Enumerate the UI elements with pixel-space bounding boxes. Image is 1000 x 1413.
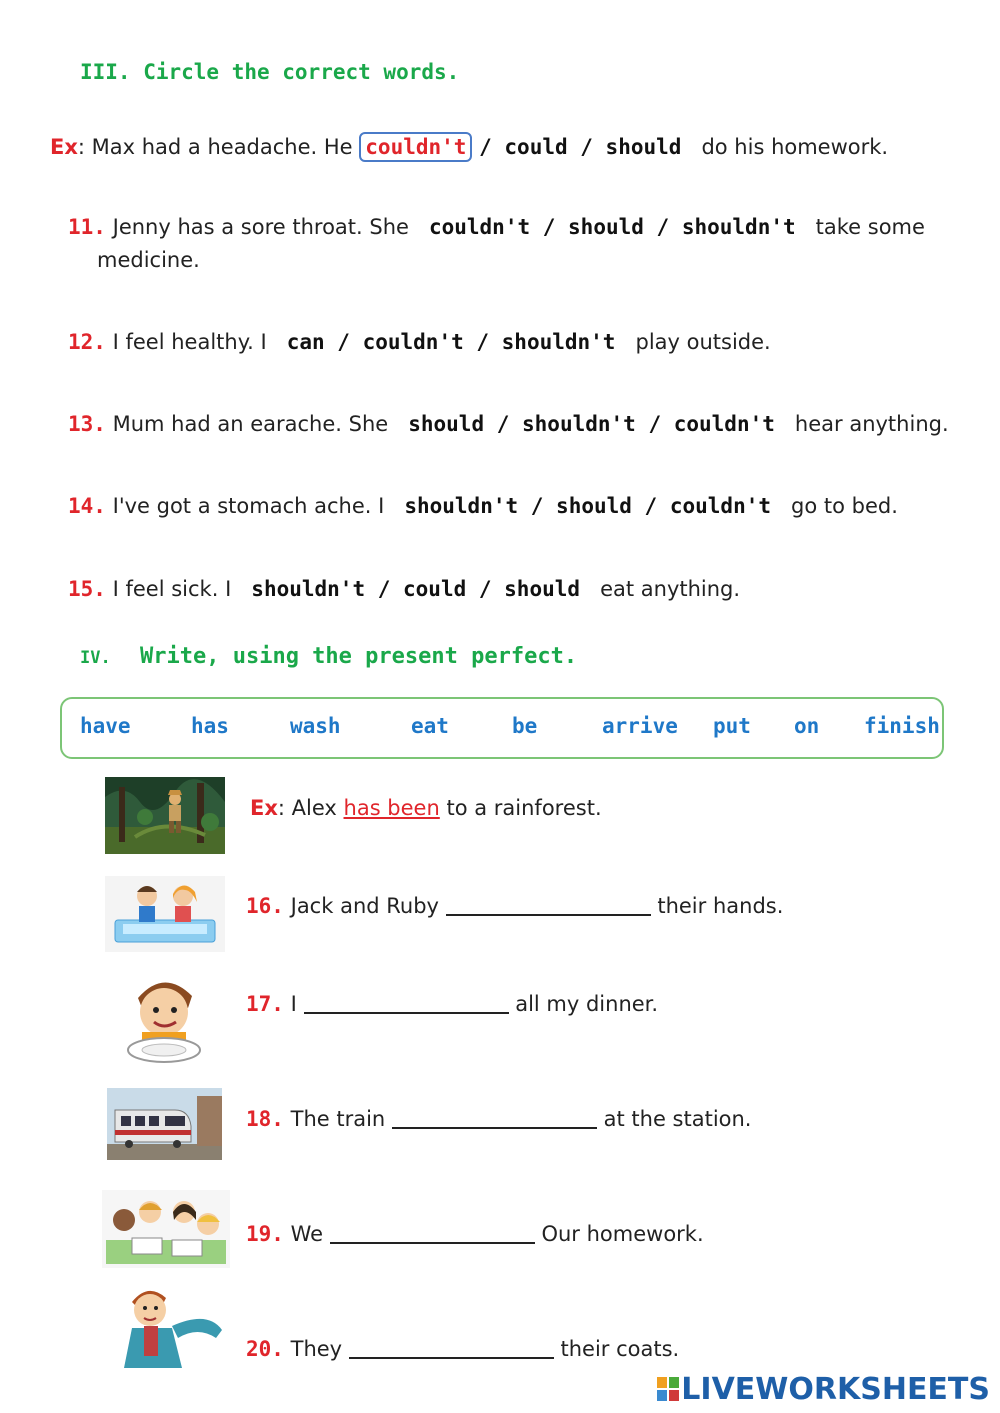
question-text-after: hear anything. [794, 412, 949, 436]
question-number: 18. [246, 1107, 284, 1131]
question-17 [246, 992, 658, 1016]
section-4-roman: IV. [80, 648, 111, 668]
question-16 [246, 894, 783, 918]
answer-options[interactable]: couldn't / should / shouldn't [428, 215, 796, 239]
example-label: Ex [250, 796, 278, 820]
question-number: 14. [68, 494, 106, 518]
example-label: Ex [50, 135, 78, 159]
question-text: I've got a stomach ache. I [112, 494, 385, 518]
liveworksheets-logo[interactable] [657, 1372, 990, 1407]
question-text-after: Our homework. [541, 1222, 704, 1246]
example-before: : Alex [277, 796, 337, 820]
word-bank-item: put [713, 714, 751, 738]
question-text: We [290, 1222, 324, 1246]
question-number: 13. [68, 412, 106, 436]
answer-options[interactable]: can / couldn't / shouldn't [286, 330, 616, 354]
answer-blank[interactable] [304, 992, 509, 1014]
example-sentence [50, 132, 888, 162]
question-text-after: take some [815, 215, 925, 239]
question-number: 12. [68, 330, 106, 354]
question-number: 16. [246, 894, 284, 918]
word-bank-item: have [80, 714, 131, 738]
putting-on-coat-image [118, 1280, 230, 1370]
word-bank-item: has [191, 714, 229, 738]
answer-options[interactable]: shouldn't / could / should [251, 577, 581, 601]
question-15 [68, 577, 740, 601]
example-circled-answer[interactable]: couldn't [359, 132, 472, 162]
question-13 [68, 412, 949, 436]
question-11 [68, 215, 925, 239]
answer-blank[interactable] [392, 1107, 597, 1129]
question-number: 15. [68, 577, 106, 601]
question-text: Jack and Ruby [290, 894, 439, 918]
question-11-continuation: medicine. [97, 248, 200, 272]
example-answer: has been [343, 796, 440, 820]
example-sentence-2 [250, 796, 602, 820]
question-text: I feel sick. I [112, 577, 232, 601]
question-text: They [290, 1337, 343, 1361]
kids-homework-image [102, 1190, 230, 1268]
question-20 [246, 1337, 679, 1361]
question-18 [246, 1107, 752, 1131]
example-after: to a rainforest. [446, 796, 602, 820]
liveworksheets-logo-text: LIVEWORKSHEETS [681, 1372, 990, 1407]
section-3-heading: III. Circle the correct words. [80, 60, 460, 84]
washing-hands-image [105, 876, 225, 952]
example-after: do his homework. [701, 135, 889, 159]
example-before: : Max had a headache. He [77, 135, 353, 159]
section-4-heading: Write, using the present perfect. [140, 644, 578, 669]
train-image [107, 1088, 222, 1160]
question-text-after: their coats. [560, 1337, 680, 1361]
question-text: I feel healthy. I [112, 330, 267, 354]
answer-blank[interactable] [330, 1222, 535, 1244]
rainforest-image [105, 777, 225, 854]
example-other-options[interactable]: / could / should [479, 135, 682, 159]
question-12 [68, 330, 771, 354]
answer-options[interactable]: should / shouldn't / couldn't [408, 412, 775, 436]
question-text-after: at the station. [603, 1107, 752, 1131]
question-text-after: all my dinner. [515, 992, 659, 1016]
word-bank-item: wash [290, 714, 341, 738]
question-text: Mum had an earache. She [112, 412, 389, 436]
question-number: 19. [246, 1222, 284, 1246]
question-text-after: their hands. [657, 894, 784, 918]
question-number: 11. [68, 215, 106, 239]
answer-blank[interactable] [349, 1337, 554, 1359]
question-text-after: play outside. [635, 330, 771, 354]
question-number: 17. [246, 992, 284, 1016]
question-text: I [290, 992, 297, 1016]
question-text-after: eat anything. [600, 577, 741, 601]
word-bank-item: be [512, 714, 538, 738]
answer-options[interactable]: shouldn't / should / couldn't [404, 494, 771, 518]
word-bank-item: eat [411, 714, 449, 738]
question-number: 20. [246, 1337, 284, 1361]
question-19 [246, 1222, 704, 1246]
boy-eating-image [118, 968, 210, 1068]
question-text: Jenny has a sore throat. She [112, 215, 409, 239]
word-bank-item: arrive [602, 714, 678, 738]
word-bank-item: on [794, 714, 820, 738]
question-text-after: go to bed. [791, 494, 898, 518]
question-14 [68, 494, 898, 518]
word-bank-item: finish [864, 714, 940, 738]
question-text: The train [290, 1107, 386, 1131]
liveworksheets-logo-icon [657, 1374, 679, 1398]
answer-blank[interactable] [446, 894, 651, 916]
